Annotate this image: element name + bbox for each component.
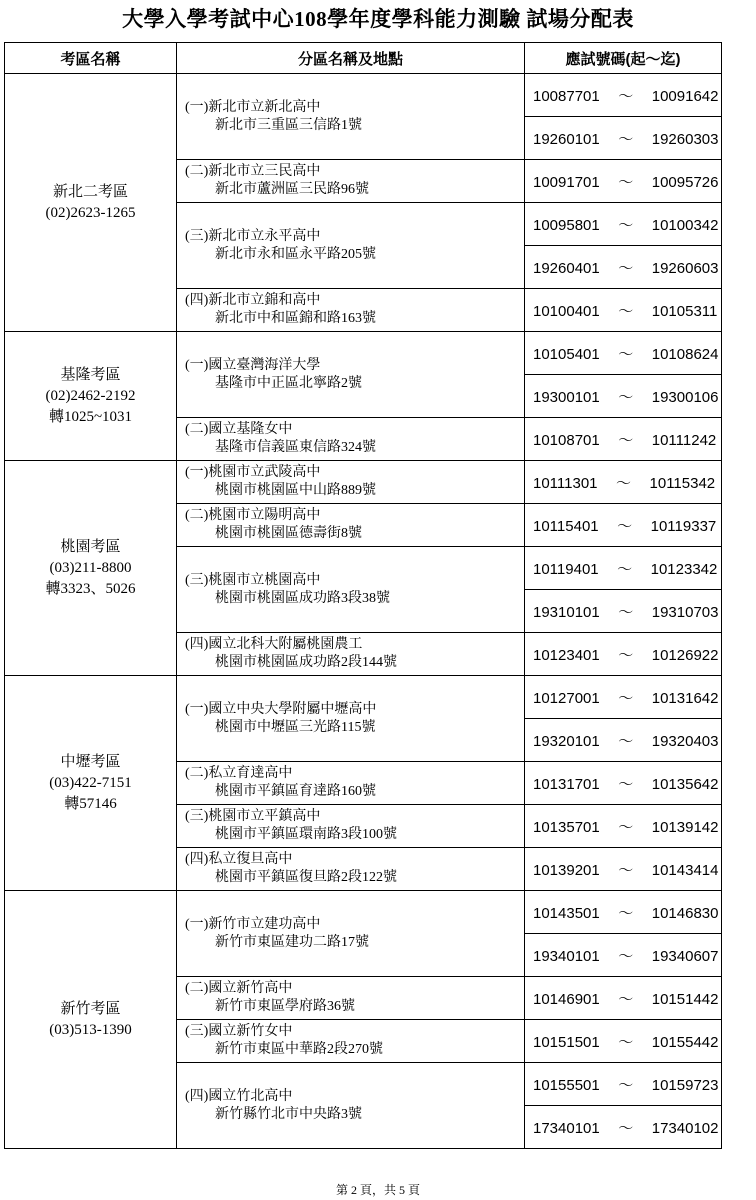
site-name: (二)國立新竹高中	[185, 981, 293, 996]
range-end: 10091642	[651, 87, 719, 105]
range-separator: ～	[618, 431, 634, 449]
column-header-site: 分區名稱及地點	[177, 43, 525, 74]
region-phone: 轉1025~1031	[48, 408, 133, 425]
site-address: 桃園市平鎮區育達路160號	[215, 784, 376, 799]
table-body	[5, 74, 722, 1149]
number-range-cell	[525, 375, 722, 418]
site-name: (四)私立復旦高中	[185, 852, 293, 867]
range-end: 10111242	[651, 431, 717, 449]
number-range-cell	[525, 1063, 722, 1106]
site-address: 新北市永和區永平路205號	[215, 246, 376, 262]
number-range-cell	[525, 418, 722, 461]
range-end: 10108624	[651, 345, 719, 363]
range-separator: ～	[617, 560, 633, 578]
site-address: 基隆市中正區北寧路2號	[215, 375, 362, 391]
range-separator: ～	[618, 646, 634, 664]
region-cell	[5, 676, 177, 891]
site-name: (一)新竹市立建功高中	[185, 916, 321, 932]
site-address: 新竹市東區建功二路17號	[215, 934, 369, 950]
region-phone: (03)513-1390	[49, 1021, 132, 1038]
range-separator: ～	[618, 1033, 634, 1051]
number-range-cell	[525, 590, 722, 633]
site-cell	[177, 547, 525, 633]
range-end: 10139142	[651, 818, 719, 836]
range-separator: ～	[618, 259, 634, 277]
range-separator: ～	[618, 216, 634, 234]
site-cell	[177, 289, 525, 332]
region-phone: (02)2623-1265	[45, 204, 136, 221]
site-name: (四)新北市立錦和高中	[185, 293, 321, 308]
range-separator: ～	[618, 947, 634, 965]
table-row	[5, 74, 722, 117]
number-range-cell	[525, 246, 722, 289]
site-cell	[177, 848, 525, 891]
range-start: 10108701	[533, 431, 600, 449]
range-start: 17340101	[533, 1119, 600, 1137]
region-cell	[5, 332, 177, 461]
range-end: 19300106	[651, 388, 719, 406]
number-range-cell	[525, 547, 722, 590]
range-separator: ～	[618, 345, 634, 363]
site-name: (三)桃園市立桃園高中	[185, 572, 321, 588]
site-address: 新北市三重區三信路1號	[215, 117, 362, 133]
range-end: 10123342	[650, 560, 718, 578]
region-name: 桃園考區	[60, 538, 121, 555]
range-end: 10105311	[651, 302, 718, 320]
number-range-cell	[525, 332, 722, 375]
site-cell	[177, 461, 525, 504]
site-cell	[177, 891, 525, 977]
site-name: (二)國立基隆女中	[185, 422, 293, 437]
range-start: 10139201	[533, 861, 600, 879]
region-cell	[5, 74, 177, 332]
range-start: 10115401	[533, 517, 599, 535]
site-address: 桃園市桃園區中山路889號	[215, 483, 376, 498]
region-cell	[5, 461, 177, 676]
number-range-cell	[525, 633, 722, 676]
range-end: 10155442	[651, 1033, 719, 1051]
site-cell	[177, 805, 525, 848]
range-end: 10159723	[651, 1076, 719, 1094]
number-range-cell	[525, 805, 722, 848]
range-end: 19310703	[651, 603, 719, 621]
site-name: (一)國立臺灣海洋大學	[185, 357, 321, 373]
site-name: (四)國立北科大附屬桃園農工	[185, 637, 363, 652]
range-start: 10095801	[533, 216, 600, 234]
range-start: 10131701	[533, 775, 600, 793]
range-start: 19260401	[533, 259, 600, 277]
range-separator: ～	[618, 302, 634, 320]
site-cell	[177, 74, 525, 160]
range-start: 19300101	[533, 388, 600, 406]
site-cell	[177, 418, 525, 461]
table-row	[5, 891, 722, 934]
number-range-cell	[525, 719, 722, 762]
range-separator: ～	[618, 904, 634, 922]
region-name: 中壢考區	[60, 753, 121, 770]
range-separator: ～	[618, 173, 634, 191]
region-name: 基隆考區	[60, 366, 121, 383]
range-separator: ～	[616, 474, 632, 492]
number-range-cell	[525, 1106, 722, 1149]
number-range-cell	[525, 74, 722, 117]
region-phone: (03)422-7151	[49, 774, 132, 791]
range-end: 19340607	[651, 947, 719, 965]
range-start: 10091701	[533, 173, 600, 191]
range-end: 10119337	[650, 517, 717, 535]
region-name: 新竹考區	[60, 1000, 121, 1017]
number-range-cell	[525, 504, 722, 547]
site-address: 基隆市信義區東信路324號	[215, 440, 376, 455]
range-start: 10105401	[533, 345, 600, 363]
number-range-cell	[525, 1020, 722, 1063]
range-end: 17340102	[651, 1119, 719, 1137]
region-phone: 轉57146	[64, 795, 117, 812]
allocation-table	[4, 42, 722, 1149]
range-separator: ～	[618, 990, 634, 1008]
number-range-cell	[525, 934, 722, 977]
range-end: 19260303	[651, 130, 719, 148]
range-start: 10127001	[533, 689, 600, 707]
site-name: (二)新北市立三民高中	[185, 164, 321, 179]
range-separator: ～	[618, 818, 634, 836]
range-start: 19260101	[533, 130, 600, 148]
region-phone: (02)2462-2192	[45, 387, 136, 404]
column-header-number-range: 應試號碼(起～迄)	[525, 43, 722, 74]
range-end: 10146830	[651, 904, 719, 922]
site-address: 桃園市平鎮區復旦路2段122號	[215, 870, 397, 885]
number-range-cell	[525, 203, 722, 246]
region-phone: 轉3323、5026	[45, 580, 136, 597]
range-end: 10100342	[651, 216, 719, 234]
number-range-cell	[525, 117, 722, 160]
number-range-cell	[525, 461, 722, 504]
site-address: 新北市中和區錦和路163號	[215, 311, 376, 326]
site-cell	[177, 160, 525, 203]
range-start: 19310101	[533, 603, 600, 621]
site-cell	[177, 1020, 525, 1063]
site-name: (三)國立新竹女中	[185, 1024, 293, 1039]
table-row	[5, 461, 722, 504]
number-range-cell	[525, 289, 722, 332]
site-name: (三)新北市立永平高中	[185, 228, 321, 244]
range-start: 10135701	[533, 818, 600, 836]
region-name: 新北二考區	[52, 183, 128, 200]
range-separator: ～	[618, 603, 634, 621]
site-name: (一)桃園市立武陵高中	[185, 465, 321, 480]
range-start: 10119401	[533, 560, 599, 578]
range-start: 19340101	[533, 947, 600, 965]
number-range-cell	[525, 977, 722, 1020]
range-end: 10115342	[649, 474, 716, 492]
site-cell	[177, 633, 525, 676]
number-range-cell	[525, 160, 722, 203]
site-name: (四)國立竹北高中	[185, 1088, 293, 1104]
site-cell	[177, 332, 525, 418]
range-separator: ～	[617, 517, 633, 535]
site-address: 新竹市東區學府路36號	[215, 999, 355, 1014]
site-cell	[177, 203, 525, 289]
site-address: 新北市蘆洲區三民路96號	[215, 182, 369, 197]
page-footer: 第 2 頁，共 5 頁	[335, 1183, 420, 1197]
number-range-cell	[525, 848, 722, 891]
table-header-row	[5, 43, 722, 74]
site-name: (三)桃園市立平鎮高中	[185, 809, 321, 824]
table-row	[5, 676, 722, 719]
range-separator: ～	[618, 388, 634, 406]
range-separator: ～	[618, 732, 634, 750]
region-cell	[5, 891, 177, 1149]
range-separator: ～	[618, 775, 634, 793]
range-separator: ～	[618, 1119, 634, 1137]
range-end: 10135642	[651, 775, 719, 793]
range-end: 19320403	[651, 732, 719, 750]
range-start: 19320101	[533, 732, 600, 750]
site-cell	[177, 762, 525, 805]
site-name: (二)私立育達高中	[185, 766, 293, 781]
number-range-cell	[525, 762, 722, 805]
number-range-cell	[525, 891, 722, 934]
range-end: 10126922	[651, 646, 719, 664]
site-address: 桃園市平鎮區環南路3段100號	[215, 827, 397, 842]
range-end: 19260603	[651, 259, 719, 277]
site-address: 桃園市桃園區德壽街8號	[215, 526, 362, 541]
range-start: 10123401	[533, 646, 600, 664]
range-start: 10151501	[533, 1033, 600, 1051]
site-cell	[177, 676, 525, 762]
range-end: 10131642	[651, 689, 719, 707]
range-separator: ～	[618, 1076, 634, 1094]
range-end: 10151442	[651, 990, 719, 1008]
range-start: 10111301	[533, 474, 598, 492]
site-address: 桃園市桃園區成功路3段38號	[215, 590, 390, 606]
table-row	[5, 332, 722, 375]
range-start: 10100401	[533, 302, 600, 320]
site-cell	[177, 504, 525, 547]
site-cell	[177, 1063, 525, 1149]
range-separator: ～	[618, 861, 634, 879]
site-address: 桃園市桃園區成功路2段144號	[215, 655, 397, 670]
site-address: 新竹市東區中華路2段270號	[215, 1042, 383, 1057]
region-phone: (03)211-8800	[49, 559, 132, 576]
site-address: 新竹縣竹北市中央路3號	[215, 1106, 362, 1122]
range-separator: ～	[618, 689, 634, 707]
range-end: 10095726	[651, 173, 719, 191]
range-separator: ～	[618, 130, 634, 148]
site-address: 桃園市中壢區三光路115號	[215, 719, 376, 735]
range-start: 10143501	[533, 904, 600, 922]
range-start: 10146901	[533, 990, 600, 1008]
range-start: 10087701	[533, 87, 600, 105]
number-range-cell	[525, 676, 722, 719]
page-title: 大學入學考試中心108學年度學科能力測驗 試場分配表	[122, 7, 634, 31]
site-name: (二)桃園市立陽明高中	[185, 508, 321, 523]
range-end: 10143414	[651, 861, 719, 879]
site-cell	[177, 977, 525, 1020]
column-header-region: 考區名稱	[5, 43, 177, 74]
site-name: (一)新北市立新北高中	[185, 99, 321, 115]
range-start: 10155501	[533, 1076, 600, 1094]
site-name: (一)國立中央大學附屬中壢高中	[185, 701, 377, 717]
range-separator: ～	[618, 87, 634, 105]
